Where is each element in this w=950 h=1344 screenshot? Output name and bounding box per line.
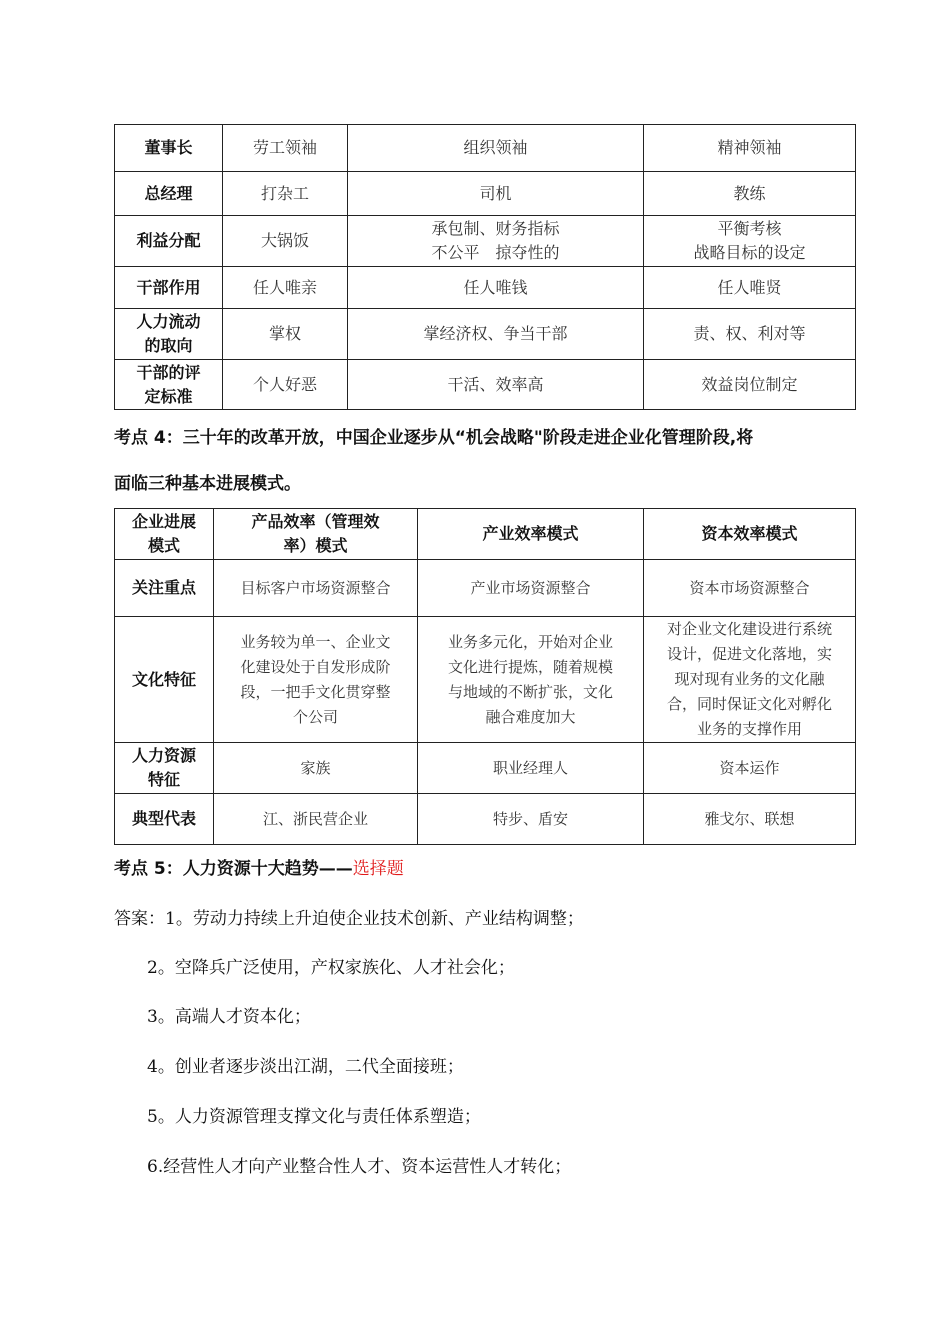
table-cell-line: 责、权、利对等	[693, 324, 806, 343]
table-cell-line: 业务的支撑作用	[696, 720, 802, 738]
column-header	[214, 509, 418, 560]
table-cell-line: 教练	[733, 183, 766, 203]
table-cell	[418, 560, 644, 617]
table-cell-line: 资本运作	[719, 758, 780, 777]
table-cell-line: 组织领袖	[463, 138, 528, 157]
table-cell	[223, 360, 348, 410]
table-cell	[348, 267, 644, 309]
row-label-line: 董事长	[144, 138, 193, 157]
row-label-line: 干部的评	[136, 362, 201, 382]
table-cell	[418, 743, 644, 794]
table-cell	[223, 309, 348, 360]
table-cell	[644, 617, 856, 743]
table-row	[115, 172, 856, 216]
row-label-line: 干部作用	[136, 277, 201, 297]
table-cell-line: 不公平 掠夺性的	[431, 243, 560, 262]
column-header	[115, 509, 214, 560]
point4-line1: 考点 4：三十年的改革开放，中国企业逐步从“机会战略"阶段走进企业化管理阶段,将	[114, 428, 754, 448]
table-cell	[214, 617, 418, 743]
row-label	[115, 743, 214, 794]
row-label	[115, 309, 223, 360]
table-cell-line: 掌权	[268, 324, 301, 343]
table-cell	[644, 560, 856, 617]
table-cell-line: 劳工领袖	[252, 138, 317, 157]
table-cell-line: 合，同时保证文化对孵化	[666, 695, 832, 713]
table-cell-line: 对企业文化建设进行系统	[666, 620, 832, 638]
answer-item: 4。创业者逐步淡出江湖，二代全面接班；	[147, 1057, 464, 1077]
header-row	[115, 509, 856, 560]
row-label-line: 人力资源	[131, 746, 196, 765]
table-cell	[214, 794, 418, 845]
table-cell-line: 业务较为单一、企业文	[240, 632, 391, 651]
column-header-line: 产业效率模式	[482, 524, 579, 543]
row-label-line: 人力流动	[136, 312, 201, 331]
table-cell	[214, 560, 418, 617]
table-cell-line: 个人好恶	[252, 374, 317, 394]
table2-body	[115, 509, 856, 845]
table-cell-line: 司机	[479, 183, 512, 203]
table-cell-line: 任人唯亲	[252, 277, 317, 297]
row-label-line: 关注重点	[131, 578, 196, 597]
row-label-line: 典型代表	[131, 809, 196, 828]
point5-heading	[114, 857, 404, 881]
table-cell	[418, 617, 644, 743]
table-cell	[348, 216, 644, 267]
table-cell	[644, 794, 856, 845]
table-cell-line: 特步、盾安	[492, 809, 568, 828]
table1-body	[115, 125, 856, 410]
table-cell	[644, 172, 856, 216]
row-label-line: 特征	[147, 770, 180, 789]
answer-prefix: 答案：	[114, 909, 165, 929]
table-cell-line: 效益岗位制定	[701, 374, 798, 394]
answer-line-1	[114, 907, 584, 931]
development-mode-table	[114, 508, 856, 845]
table-cell-line: 现对现有业务的文化融	[674, 670, 825, 688]
row-label-line: 利益分配	[136, 231, 201, 250]
table-cell	[644, 216, 856, 267]
table-cell	[223, 216, 348, 267]
table-cell	[223, 125, 348, 172]
point5-dash: ——	[318, 859, 353, 879]
answer-item: 1。劳动力持续上升迫使企业技术创新、产业结构调整；	[165, 909, 584, 929]
table-cell	[644, 743, 856, 794]
table-cell-line: 战略目标的设定	[693, 243, 806, 262]
table-cell-line: 化建设处于自发形成阶	[240, 657, 391, 676]
table-cell-line: 大锅饭	[260, 231, 309, 250]
column-header-line: 企业进展	[131, 512, 196, 531]
point5-tag: 选择题	[352, 859, 404, 879]
table-cell-line: 承包制、财务指标	[431, 219, 560, 238]
table-cell-line: 与地域的不断扩张，文化	[447, 682, 613, 701]
table-cell	[214, 743, 418, 794]
table-row	[115, 617, 856, 743]
table-row	[115, 125, 856, 172]
table-row	[115, 216, 856, 267]
table-cell-line: 干活、效率高	[447, 374, 544, 394]
table-cell	[348, 360, 644, 410]
row-label-line: 文化特征	[131, 669, 196, 689]
table-cell	[223, 172, 348, 216]
column-header	[644, 509, 856, 560]
row-label	[115, 560, 214, 617]
table-cell-line: 设计，促进文化落地，实	[666, 645, 832, 663]
row-label	[115, 267, 223, 309]
table-cell	[418, 794, 644, 845]
row-label-line: 定标准	[144, 386, 193, 406]
row-label	[115, 617, 214, 743]
table-cell	[348, 172, 644, 216]
table-cell-line: 雅戈尔、联想	[704, 809, 795, 828]
table-cell-line: 资本市场资源整合	[689, 578, 810, 597]
column-header-line: 模式	[147, 536, 180, 555]
table-cell-line: 江、浙民营企业	[262, 809, 368, 828]
table-cell-line: 个公司	[292, 707, 338, 726]
table-cell-line: 掌经济权、争当干部	[423, 324, 568, 343]
answer-item: 5。人力资源管理支撑文化与责任体系塑造；	[147, 1107, 481, 1127]
table-row	[115, 360, 856, 410]
table-cell-line: 产业市场资源整合	[470, 578, 591, 597]
table-cell-line: 打杂工	[260, 183, 309, 203]
table-cell	[348, 125, 644, 172]
table-cell	[644, 267, 856, 309]
row-label	[115, 216, 223, 267]
point4-line2: 面临三种基本进展模式。	[114, 474, 301, 494]
answer-item: 3。高端人才资本化；	[147, 1007, 311, 1027]
table-cell-line: 任人唯钱	[463, 277, 528, 297]
row-label	[115, 125, 223, 172]
column-header-line: 产品效率（管理效	[251, 512, 380, 531]
table-row	[115, 309, 856, 360]
table-cell-line: 职业经理人	[492, 758, 568, 777]
table-cell-line: 融合难度加大	[485, 707, 576, 726]
row-label	[115, 794, 214, 845]
row-label	[115, 172, 223, 216]
table-row	[115, 267, 856, 309]
table-cell-line: 家族	[300, 758, 331, 777]
table-cell	[644, 360, 856, 410]
table-cell-line: 任人唯贤	[717, 277, 782, 297]
table-cell-line: 段，一把手文化贯穿整	[240, 682, 391, 701]
row-label-line: 总经理	[144, 183, 193, 203]
table-row	[115, 794, 856, 845]
table-row	[115, 743, 856, 794]
table-row	[115, 560, 856, 617]
table-cell-line: 平衡考核	[717, 219, 782, 238]
column-header-line: 资本效率模式	[701, 524, 798, 543]
leadership-comparison-table	[114, 124, 856, 410]
column-header-line: 率）模式	[283, 536, 348, 555]
row-label	[115, 360, 223, 410]
answer-item: 2。空降兵广泛使用，产权家族化、人才社会化；	[147, 958, 515, 978]
point5-title: 考点 5：人力资源十大趋势	[114, 859, 319, 879]
table-cell-line: 目标客户市场资源整合	[240, 578, 391, 597]
row-label-line: 的取向	[144, 336, 193, 355]
table-cell	[644, 309, 856, 360]
table-cell	[223, 267, 348, 309]
table-cell-line: 文化进行提炼，随着规模	[447, 657, 613, 676]
table-cell	[644, 125, 856, 172]
column-header	[418, 509, 644, 560]
table-cell-line: 精神领袖	[717, 138, 782, 157]
table-cell	[348, 309, 644, 360]
answer-item: 6.经营性人才向产业整合性人才、资本运营性人才转化；	[147, 1157, 572, 1177]
table-cell-line: 业务多元化，开始对企业	[447, 632, 613, 651]
